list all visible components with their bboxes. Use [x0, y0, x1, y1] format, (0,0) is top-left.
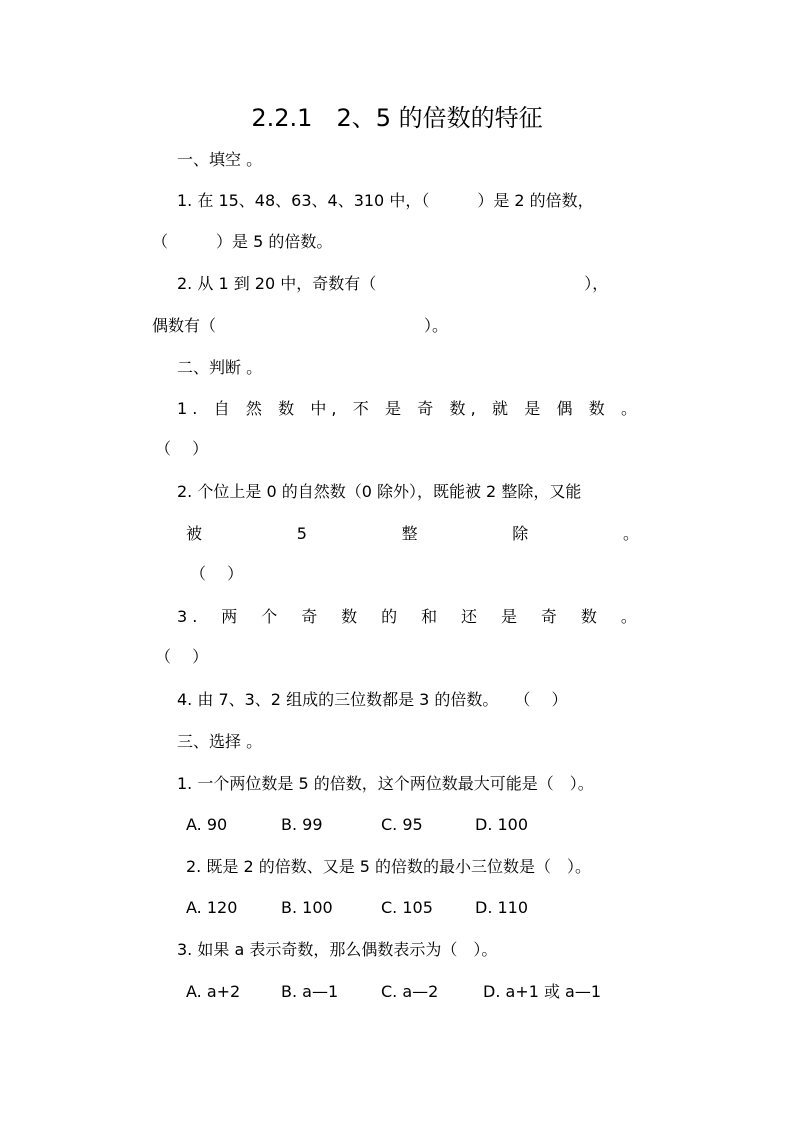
judge-q3-token: 3 .: [177, 607, 198, 626]
judge-q3-token: 数: [580, 607, 597, 626]
judge-q2-token: 。: [622, 524, 639, 543]
judge-q1-token: 中 ,: [310, 399, 337, 418]
judge-q3-token: 是: [500, 607, 517, 626]
judge-q1-token: 数 ,: [449, 399, 476, 418]
judge-q3-token: 两: [221, 607, 238, 626]
judge-q1-token: 自: [213, 399, 230, 418]
fill-q2-line1: 2. 从 1 到 20 中，奇数有（ ），: [177, 274, 609, 293]
judge-q3-token: 的: [381, 607, 398, 626]
judge-q4: 4. 由 7、3、2 组成的三位数都是 3 的倍数。 （ ）: [177, 690, 568, 709]
judge-q2-token: 5: [296, 524, 307, 543]
option-d: D. a+1 或 a—1: [483, 982, 602, 1001]
section-2-heading: 二、判断 。: [177, 358, 263, 377]
judge-q3-token: 和: [421, 607, 438, 626]
judge-q2-answer-paren: （ ）: [190, 564, 244, 583]
choice-q3-options: [186, 981, 601, 1003]
judge-q3-token: 。: [620, 607, 637, 626]
option-b: B. a—1: [281, 982, 339, 1001]
judge-q1-token: 1 .: [177, 399, 198, 418]
judge-q1-token: 偶: [556, 399, 573, 418]
judge-q3-token: 奇: [301, 607, 318, 626]
judge-q1-token: 不: [352, 399, 369, 418]
judge-q1-token: 奇: [417, 399, 434, 418]
choice-q2-options: [186, 897, 528, 919]
choice-q1-options: [186, 814, 528, 836]
option-c: C. 105: [381, 898, 433, 917]
judge-q3-answer-paren: （ ）: [155, 647, 209, 666]
judge-q1-token: 是: [524, 399, 541, 418]
judge-q1-token: 是: [385, 399, 402, 418]
choice-q2: 2. 既是 2 的倍数、又是 5 的倍数的最小三位数是（ ）。: [186, 857, 592, 876]
option-c: C. 95: [381, 815, 423, 834]
judge-q3-token: 个: [261, 607, 278, 626]
fill-q1-line2: （ ）是 5 的倍数。: [152, 232, 333, 251]
option-c: C. a—2: [381, 982, 439, 1001]
judge-q2-token: 除: [512, 524, 529, 543]
choice-q1: 1. 一个两位数是 5 的倍数，这个两位数最大可能是（ ）。: [177, 774, 594, 793]
fill-q1-line1: 1. 在 15、48、63、4、310 中，（ ）是 2 的倍数，: [177, 191, 594, 210]
option-b: B. 100: [281, 898, 333, 917]
judge-q1-token: 然: [245, 399, 262, 418]
option-a: A. 120: [186, 898, 238, 917]
judge-q2-line2: [186, 523, 639, 545]
option-d: D. 100: [475, 815, 529, 834]
judge-q2-token: 整: [401, 524, 418, 543]
judge-q1-token: 数: [278, 399, 295, 418]
judge-q3-token: 还: [461, 607, 478, 626]
judge-q3-token: 数: [341, 607, 358, 626]
judge-q1-answer-paren: （ ）: [155, 439, 209, 458]
judge-q1-token: 数: [588, 399, 605, 418]
option-d: D. 110: [475, 898, 529, 917]
section-1-heading: 一、填空 。: [177, 150, 263, 169]
judge-q1-token: 就: [491, 399, 508, 418]
judge-q3-text: [177, 606, 637, 628]
judge-q2-token: 被: [186, 524, 203, 543]
judge-q1-token: 。: [620, 399, 637, 418]
option-b: B. 99: [281, 815, 323, 834]
choice-q3: 3. 如果 a 表示奇数，那么偶数表示为（ ）。: [177, 940, 498, 959]
option-a: A. 90: [186, 815, 228, 834]
option-a: A. a+2: [186, 982, 241, 1001]
section-3-heading: 三、选择 。: [177, 732, 263, 751]
judge-q2-line1: 2. 个位上是 0 的自然数（0 除外），既能被 2 整除，又能: [177, 482, 582, 501]
judge-q1-text: [177, 398, 637, 420]
fill-q2-line2: 偶数有（ ）。: [152, 316, 449, 335]
page-title: 2.2.1 2、5 的倍数的特征: [251, 104, 543, 132]
judge-q3-token: 奇: [540, 607, 557, 626]
